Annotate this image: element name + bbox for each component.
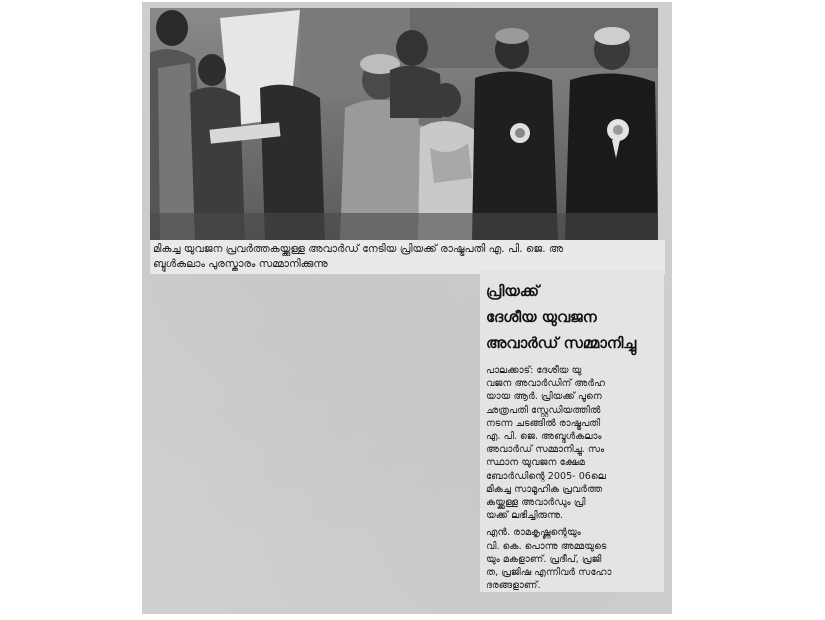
body-line: എ. പി. ജെ. അബ്ദുൾകലാം — [486, 431, 602, 443]
body-line: ത, പ്രജിഷ എന്നിവർ സഹോ — [486, 567, 612, 579]
body-line: ബോർഡിന്റെ 2005- 06ലെ — [486, 470, 606, 482]
body-paragraph-2 — [486, 526, 658, 592]
body-line: കയ്ക്കുള്ള അവാർഡും പ്രി — [486, 497, 586, 509]
body-line: മികച്ച സാമൂഹിക പ്രവർത്ത — [486, 483, 603, 495]
caption-line: ബ്ദുൾകലാം പുരസ്കാരം സമ്മാനിക്കുന്നു — [153, 258, 328, 270]
headline-line: അവാർഡ് സമ്മാനിച്ചു — [486, 334, 637, 352]
article-body — [486, 364, 658, 592]
body-line: ഛത്രപതി സ്റ്റേഡിയത്തിൽ — [486, 404, 601, 416]
body-line: അവാർഡ് സമ്മാനിച്ചു. സം — [486, 444, 605, 456]
caption-line: മികച്ച യുവജന പ്രവർത്തകയ്ക്കുള്ള അവാർഡ് നേടിയ പ്രിയക്ക് രാഷ്ട്രപതി എ. പി. ജെ. അ — [153, 243, 564, 255]
headline-line: പ്രിയക്ക് — [486, 282, 539, 300]
body-line: വജന അവാർഡിന് അർഹ — [486, 378, 606, 390]
news-article — [480, 270, 664, 592]
body-line: പാലക്കാട്: ദേശീയ യു — [486, 365, 582, 376]
body-line: യും മകളാണ്. പ്രദീപ്, പ്രജി — [486, 553, 602, 565]
headline-line: ദേശീയ യുവജന — [486, 308, 597, 326]
body-line: എൻ. രാമകൃഷ്ണന്റെയും — [486, 527, 581, 539]
newspaper-clipping — [142, 2, 672, 614]
body-line: ദരങ്ങളാണ്. — [486, 580, 541, 592]
photo-graphic — [150, 8, 658, 240]
body-line: വി. കെ. പൊന്നു അമ്മയുടെ — [486, 540, 607, 552]
body-line: സ്ഥാന യുവജന ക്ഷേമ — [486, 457, 585, 469]
body-line: യക്ക് ലഭിച്ചിരുന്നു. — [486, 510, 564, 522]
photo-caption — [150, 240, 665, 274]
body-line: യായ ആർ. പ്രിയക്ക് പൂനെ — [486, 391, 602, 403]
article-headline — [486, 278, 658, 356]
body-line: നടന്ന ചടങ്ങിൽ രാഷ്ട്രപതി — [486, 417, 601, 429]
award-ceremony-photo — [150, 8, 658, 240]
